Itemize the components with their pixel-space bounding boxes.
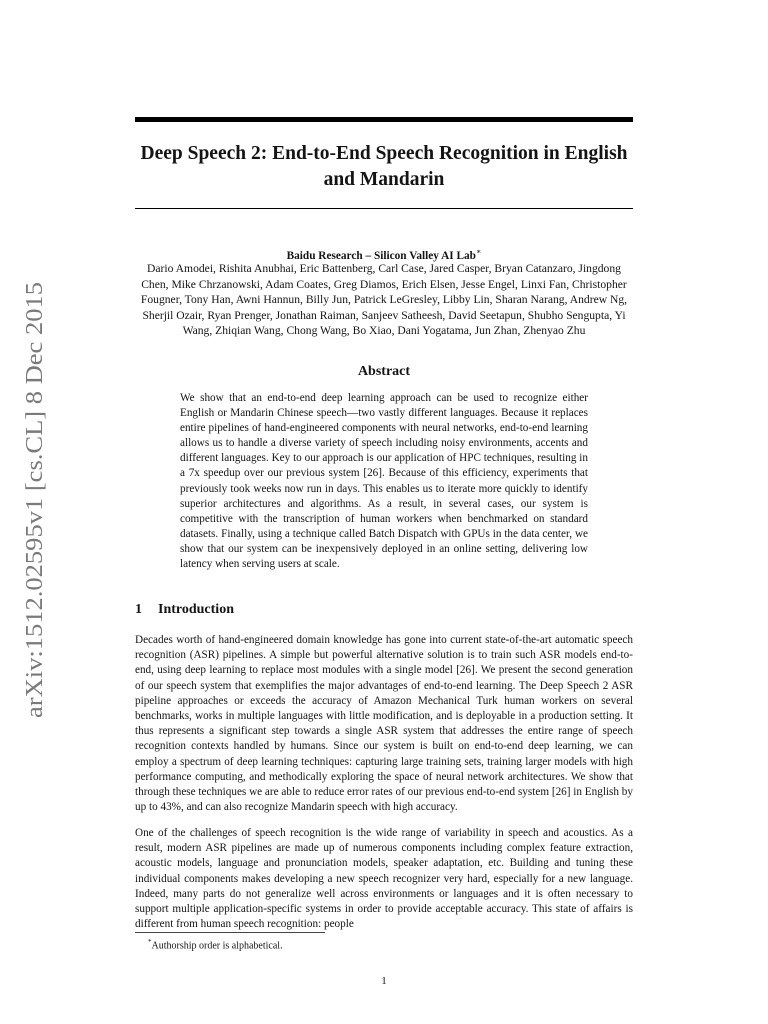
abstract-body: We show that an end-to-end deep learning approach can be used to recognize either English or Mandarin Chinese speech—two vastly different languages. Because it replaces entire pipelines of hand-engineered components with neural networks, end-to-end learning allows us to handle a diverse variety of speech including noisy environments, accents and different languages. Key to our approach is our application of HPC techniques, resulting in a 7x speedup over our previous system [26]. Because of this efficiency, experiments that previously took weeks now run in days. This enables us to iterate more quickly to identify superior architectures and algorithms. As a result, in several cases, our system is competitive with the transcription of human workers when benchmarked on standard datasets. Finally, using a technique called Batch Dispatch with GPUs in the data center, we show that our system can be inexpensively deployed in an online setting, delivering low latency when serving users at scale. [180, 392, 588, 571]
section-heading [135, 601, 234, 619]
intro-paragraph-2: One of the challenges of speech recognition is the wide range of variability in speech and acoustics. As a result, modern ASR pipelines are made up of numerous components including complex feature extraction, acoustic models, language and pronunciation models, speaker adaptation, etc. Building and tuning these individual components makes developing a new speech recognizer very hard, especially for a new language. Indeed, many parts do not generalize well across environments or languages and it is often necessary to support multiple application-specific systems in order to provide acceptable accuracy. This state of affairs is different from human speech recognition: people [135, 827, 633, 931]
footnote-mark: * [148, 938, 152, 946]
arxiv-stamp-svg [8, 280, 54, 720]
footnote-text: Authorship order is alphabetical. [151, 940, 283, 952]
page-number: 1 [381, 975, 387, 987]
title-rule-bottom [135, 208, 633, 209]
arxiv-stamp [8, 280, 54, 720]
footnote-rule [135, 932, 325, 933]
intro-paragraph-1: Decades worth of hand-engineered domain knowledge has gone into current state-of-the-art automatic speech recognition (ASR) pipelines. A simple but powerful alternative solution is to train such ASR models end-to-end, using deep learning to replace most modules with a single model [26]. We present the second generation of our speech system that exemplifies the major advantages of end-to-end learning. The Deep Speech 2 ASR pipeline approaches or exceeds the accuracy of Amazon Mechanical Turk human workers on several benchmarks, works in multiple languages with little modification, and is deployable in a production setting. It thus represents a significant step towards a single ASR system that addresses the entire range of speech recognition contexts handled by humans. Since our system is built on end-to-end deep learning, we can employ a spectrum of deep learning techniques: capturing large training sets, training larger models with high performance computing, and methodically exploring the space of neural network architectures. We show that through these techniques we are able to reduce error rates of our previous end-to-end system [26] in English by up to 43%, and can also recognize Mandarin speech with high accuracy. [135, 634, 633, 814]
title-rule-top [135, 117, 633, 122]
section-number: 1 [135, 602, 142, 617]
arxiv-id: arXiv:1512.02595v1 [cs.CL] 8 Dec 2015 [21, 315, 48, 718]
author-list: Dario Amodei, Rishita Anubhai, Eric Battenberg, Carl Case, Jared Casper, Bryan Catanzaro, Jingdong Chen, Mike Chrzanowski, Adam Coates, Greg Diamos, Erich Elsen, Jesse Engel, Linxi Fan, Christopher Fougner, Tony Han, Awni Hannun, Billy Jun, Patrick LeGresley, Libby Lin, Sharan Narang, Andrew Ng, Sherjil Ozair, Ryan Prenger, Jonathan Raiman, Sanjeev Satheesh, David Seetapun, Shubho Sengupta, Yi Wang, Zhiqian Wang, Chong Wang, Bo Xiao, Dani Yogatama, Jun Zhan, Zhenyao Zhu [140, 262, 628, 338]
affiliation-text: Baidu Research – Silicon Valley AI Lab [286, 249, 476, 262]
paper-title: Deep Speech 2: End-to-End Speech Recognition in English and Mandarin [140, 143, 628, 190]
section-title: Introduction [158, 602, 234, 617]
footnote [148, 936, 283, 952]
abstract-heading: Abstract [357, 364, 411, 379]
affiliation-footnote-mark: ∗ [475, 247, 482, 256]
